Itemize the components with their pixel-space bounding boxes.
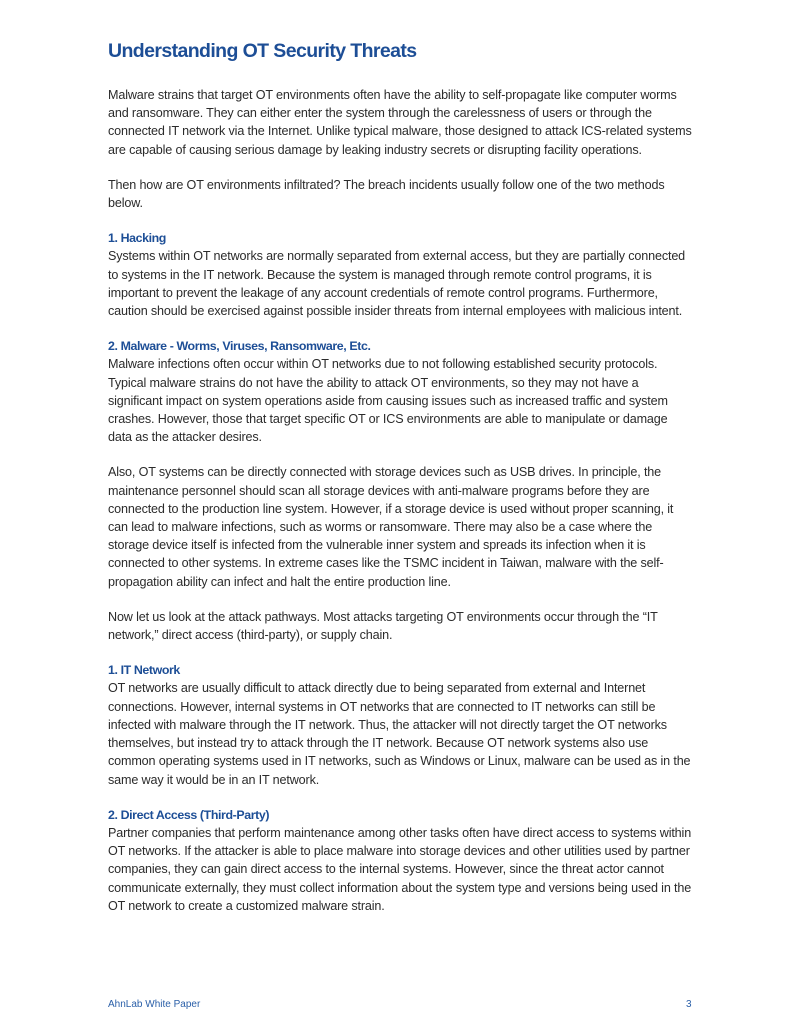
it-network-paragraph: OT networks are usually difficult to attack directly due to being separated from external and Internet connections. However, internal systems in OT networks that are connected to IT networks can still be infected with malware through the IT network. Thus, the attacker will not directly target the OT networks themselves, but instead try to attack through the IT network. Because OT network systems also use common operating systems used in IT networks, such as Windows or Linux, malware can be used as in the same way it would be in an IT network.: [108, 681, 691, 787]
section-heading-malware: 2. Malware - Worms, Viruses, Ransomware, Etc.: [108, 339, 371, 354]
malware-paragraph-2: Also, OT systems can be directly connected with storage devices such as USB drives. In principle, the maintenance personnel should scan all storage devices with anti-malware programs before they are connected to the production line system. However, if a storage device is used without proper scanning, it can lead to malware infections, such as worms or ransomware. There may also be a case where the storage device itself is infected from the vulnerable inner system and spreads its infection when it is connected to other systems. In extreme cases like the TSMC incident in Taiwan, malware with the self-propagation ability can infect and halt the entire production line.: [108, 465, 674, 589]
section-heading-it-network: 1. IT Network: [108, 663, 180, 678]
direct-access-paragraph: Partner companies that perform maintenance among other tasks often have direct access to systems within OT networks. If the attacker is able to place malware into storage devices and other utilities used by partner companies, they can gain direct access to the internal systems. However, since the threat actor cannot communicate externally, they must collect information about the system type and versions being used in the OT network to create a customized malware strain.: [108, 825, 692, 913]
intro-paragraph-1: Malware strains that target OT environments often have the ability to self-propagate like computer worms and ransomware. They can either enter the system through the carelessness of users or through the connected IT network via the Internet. Unlike typical malware, those designed to attack ICS-related systems are capable of causing serious damage by leaking industry secrets or disrupting facility operations.: [108, 88, 692, 157]
malware-paragraph-1: Malware infections often occur within OT networks due to not following established security protocols. Typical malware strains do not have the ability to attack OT environments, so they may not have a significant impact on system operations aside from causing issues such as increased traffic and system crashes. However, those that target specific OT or ICS environments are able to manipulate or damage data as the attacker desires.: [108, 357, 668, 445]
footer-page-number: 3: [686, 999, 692, 1010]
hacking-paragraph: Systems within OT networks are normally separated from external access, but they are partially connected to systems in the IT network. Because the system is managed through remote control programs, it is important to prevent the leakage of any account credentials of remote control programs. Furthermore, caution should be exercised against possible insider threats from internal employees with malicious intent.: [108, 249, 686, 319]
pathways-intro-paragraph: Now let us look at the attack pathways. Most attacks targeting OT environments occur through the “IT network,” direct access (third-party), or supply chain.: [108, 609, 658, 643]
intro-paragraph-2: Then how are OT environments infiltrated? The breach incidents usually follow one of the two methods below.: [108, 177, 665, 211]
document-body: [108, 86, 693, 932]
section-heading-direct-access: 2. Direct Access (Third-Party): [108, 807, 270, 822]
section-heading-hacking: 1. Hacking: [108, 231, 166, 246]
page-title: Understanding OT Security Threats: [108, 40, 417, 62]
footer-publication: AhnLab White Paper: [108, 999, 201, 1010]
